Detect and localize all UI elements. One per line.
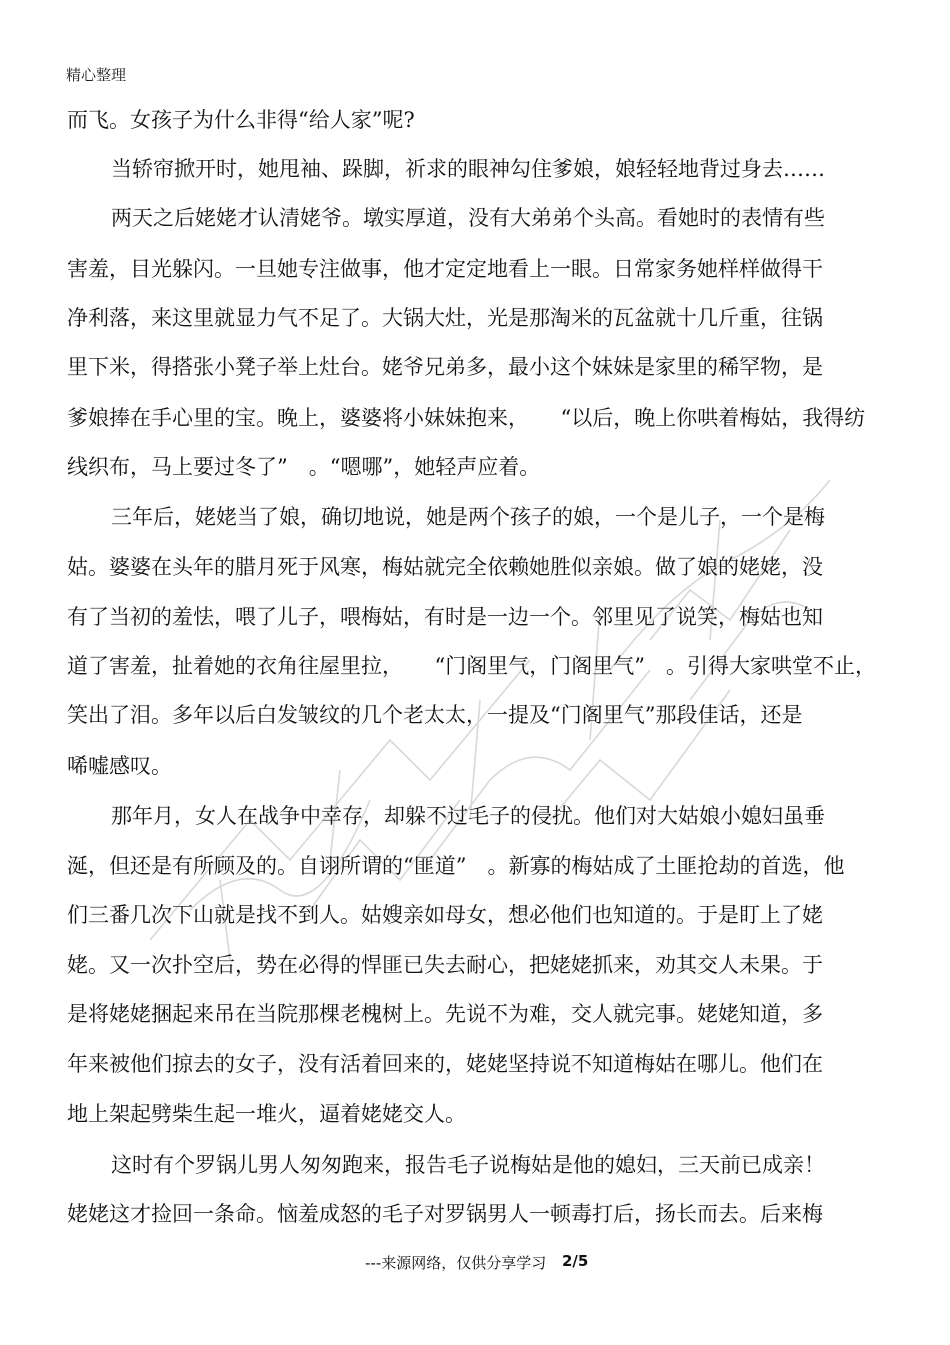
body-line: 这时有个罗锅儿男人匆匆跑来，报告毛子说梅姑是他的媳妇，三天前已成亲！ [111, 1153, 825, 1177]
page-number: 2/5 [562, 1252, 589, 1270]
body-line: 姥。又一次扑空后，势在必得的悍匪已失去耐心，把姥姥抓来，劝其交人未果。于 [67, 953, 823, 977]
body-line: 唏嘘感叹。 [67, 754, 172, 778]
body-line: 涎，但还是有所顾及的。自诩所谓的“匪道” 。新寡的梅姑成了土匪抢劫的首选，他 [67, 854, 845, 878]
body-line: 害羞，目光躲闪。一旦她专注做事，他才定定地看上一眼。日常家务她样样做得干 [67, 257, 823, 281]
body-line: 净利落，来这里就显力气不足了。大锅大灶，光是那淘米的瓦盆就十几斤重，往锅 [67, 306, 823, 330]
body-line: 线织布，马上要过冬了” 。“嗯哪”，她轻声应着。 [67, 455, 541, 479]
body-line: 有了当初的羞怯，喂了儿子，喂梅姑，有时是一边一个。邻里见了说笑，梅姑也知 [67, 605, 823, 629]
body-line: 里下米，得搭张小凳子举上灶台。姥爷兄弟多，最小这个妹妹是家里的稀罕物，是 [67, 355, 823, 379]
body-line: 那年月，女人在战争中幸存，却躲不过毛子的侵扰。他们对大姑娘小媳妇虽垂 [111, 804, 825, 828]
body-line: 而飞。女孩子为什么非得“给人家”呢? [67, 108, 415, 132]
body-line: 是将姥姥捆起来吊在当院那棵老槐树上。先说不为难，交人就完事。姥姥知道，多 [67, 1002, 823, 1026]
body-line: 当轿帘掀开时，她甩袖、跺脚，祈求的眼神勾住爹娘，娘轻轻地背过身去…… [111, 157, 825, 181]
body-line: 地上架起劈柴生起一堆火，逼着姥姥交人。 [67, 1102, 466, 1126]
body-line: 三年后，姥姥当了娘，确切地说，她是两个孩子的娘，一个是儿子，一个是梅 [111, 505, 825, 529]
body-line: 爹娘捧在手心里的宝。晚上，婆婆将小妹妹抱来， “以后，晚上你哄着梅姑，我得纺 [67, 406, 866, 430]
page-header: 精心整理 [66, 66, 127, 84]
body-line: 姥姥这才捡回一条命。恼羞成怒的毛子对罗锅男人一顿毒打后，扬长而去。后来梅 [67, 1202, 823, 1226]
body-line: 笑出了泪。多年以后白发皱纹的几个老太太，一提及“门阁里气”那段佳话，还是 [67, 703, 803, 727]
footer-source: ---来源网络，仅供分享学习 [365, 1254, 547, 1272]
body-line: 年来被他们掠去的女子，没有活着回来的，姥姥坚持说不知道梅姑在哪儿。他们在 [67, 1052, 823, 1076]
body-line: 们三番几次下山就是找不到人。姑嫂亲如母女，想必他们也知道的。于是盯上了姥 [67, 903, 823, 927]
body-line: 姑。婆婆在头年的腊月死于风寒，梅姑就完全依赖她胜似亲娘。做了娘的姥姥，没 [67, 555, 823, 579]
body-line: 两天之后姥姥才认清姥爷。墩实厚道，没有大弟弟个头高。看她时的表情有些 [111, 206, 825, 230]
body-line: 道了害羞，扯着她的衣角往屋里拉， “门阁里气，门阁里气” 。引得大家哄堂不止， [67, 654, 876, 678]
